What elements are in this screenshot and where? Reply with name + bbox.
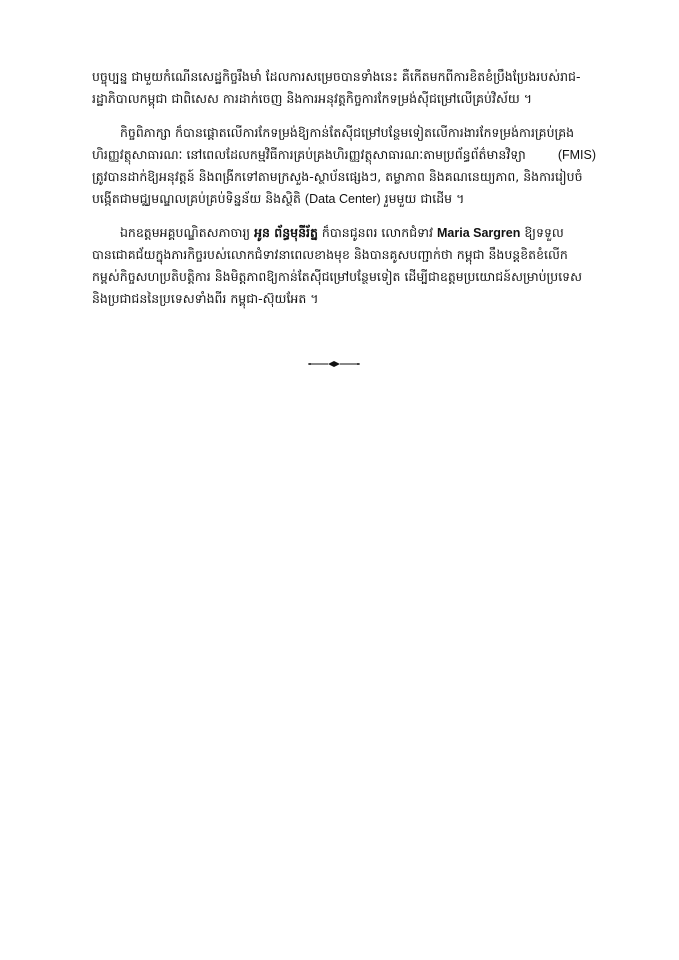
paragraph-2-line-4 (92, 188, 596, 210)
ornamental-divider-icon (308, 360, 360, 368)
paragraph-3-line-1-mid: ក៏បានជូនពរ លោកជំទាវ (321, 225, 434, 240)
data-center-abbreviation: (Data Center) (304, 192, 381, 206)
paragraph-2-line-2 (92, 144, 596, 166)
paragraph-3-line-4: និងប្រជាជននៃប្រទេសទាំងពីរ កម្ពុជា-ស៊ុយអែត ។ (92, 291, 319, 306)
paragraph-3-line-1 (92, 222, 596, 244)
fmis-abbreviation: (FMIS) (557, 148, 596, 162)
paragraph-3 (92, 222, 596, 310)
paragraph-2-line-4-text: បង្កើតជាមជ្ឈមណ្ឌលគ្រប់គ្រប់ទិន្នន័យ និងស្ថិតិ (92, 191, 301, 206)
paragraph-3-line-1-start: ឯកឧត្តមអគ្គបណ្ឌិតសភាចារ្យ (120, 225, 251, 240)
paragraph-3-line-2: បានជោគជ័យក្នុងភារកិច្ចរបស់លោកជំទាវនាពេលខាងមុខ និងបានគូសបញ្ជាក់ថា កម្ពុជា នឹងបន្តខិតខំលើក (92, 247, 568, 262)
paragraph-2-line-3: ត្រូវបានដាក់ឱ្យអនុវត្តន៍ និងពង្រីកទៅតាមក្រសួង-ស្ថាប័នផ្សេងៗ, តម្លាភាព និងគណនេយ្យភាព, និងការរៀបចំ (92, 169, 583, 184)
paragraph-2-line-2-text: ហិរញ្ញវត្ថុសាធារណៈ នៅពេលដែលកម្មវិធីការគ្រប់គ្រងហិរញ្ញវត្ថុសាធារណៈតាមប្រព័ន្ធព័ត៌មានវិទ្យា (92, 147, 526, 162)
document-body (92, 66, 596, 322)
paragraph-2-line-1: កិច្ចពិភាក្សា ក៏បានផ្តោតលើការកែទម្រង់ឱ្យកាន់តែស៊ីជម្រៅបន្ថែមទៀតលើការងារកែទម្រង់ការគ្រប់គ្រង (120, 125, 575, 140)
official-name: អូន ព័ន្ធមុនីរ័ត្ន (254, 225, 318, 240)
paragraph-3-line-1-end: ឱ្យទទួល (524, 225, 564, 240)
paragraph-3-line-3: កម្ពស់កិច្ចសហប្រតិបត្តិការ និងមិត្តភាពឱ្យកាន់តែស៊ីជម្រៅបន្ថែមទៀត ដើម្បីជាឧត្តមប្រយោជន៍សម្រាប់ប្រទេស (92, 269, 583, 284)
paragraph-2-line-4-end: រួមមួយ ជាដើម ។ (384, 191, 465, 206)
paragraph-1-line-1: បច្ចុប្បន្ន ជាមួយកំណើនសេដ្ឋកិច្ចរឹងមាំ ដែលការសម្រេចបានទាំងនេះ គឺកើតមកពីការខិតខំប្រឹងប្រែងរបស់រាជ- (92, 69, 581, 84)
paragraph-1 (92, 66, 596, 110)
paragraph-2 (92, 122, 596, 210)
paragraph-1-line-2: រដ្ឋាភិបាលកម្ពុជា ជាពិសេស ការដាក់ចេញ និងការអនុវត្តកិច្ចការកែទម្រង់ស៊ីជម្រៅលើគ្រប់វិស័យ ។ (92, 91, 532, 106)
ambassador-name: Maria Sargren (437, 226, 521, 240)
